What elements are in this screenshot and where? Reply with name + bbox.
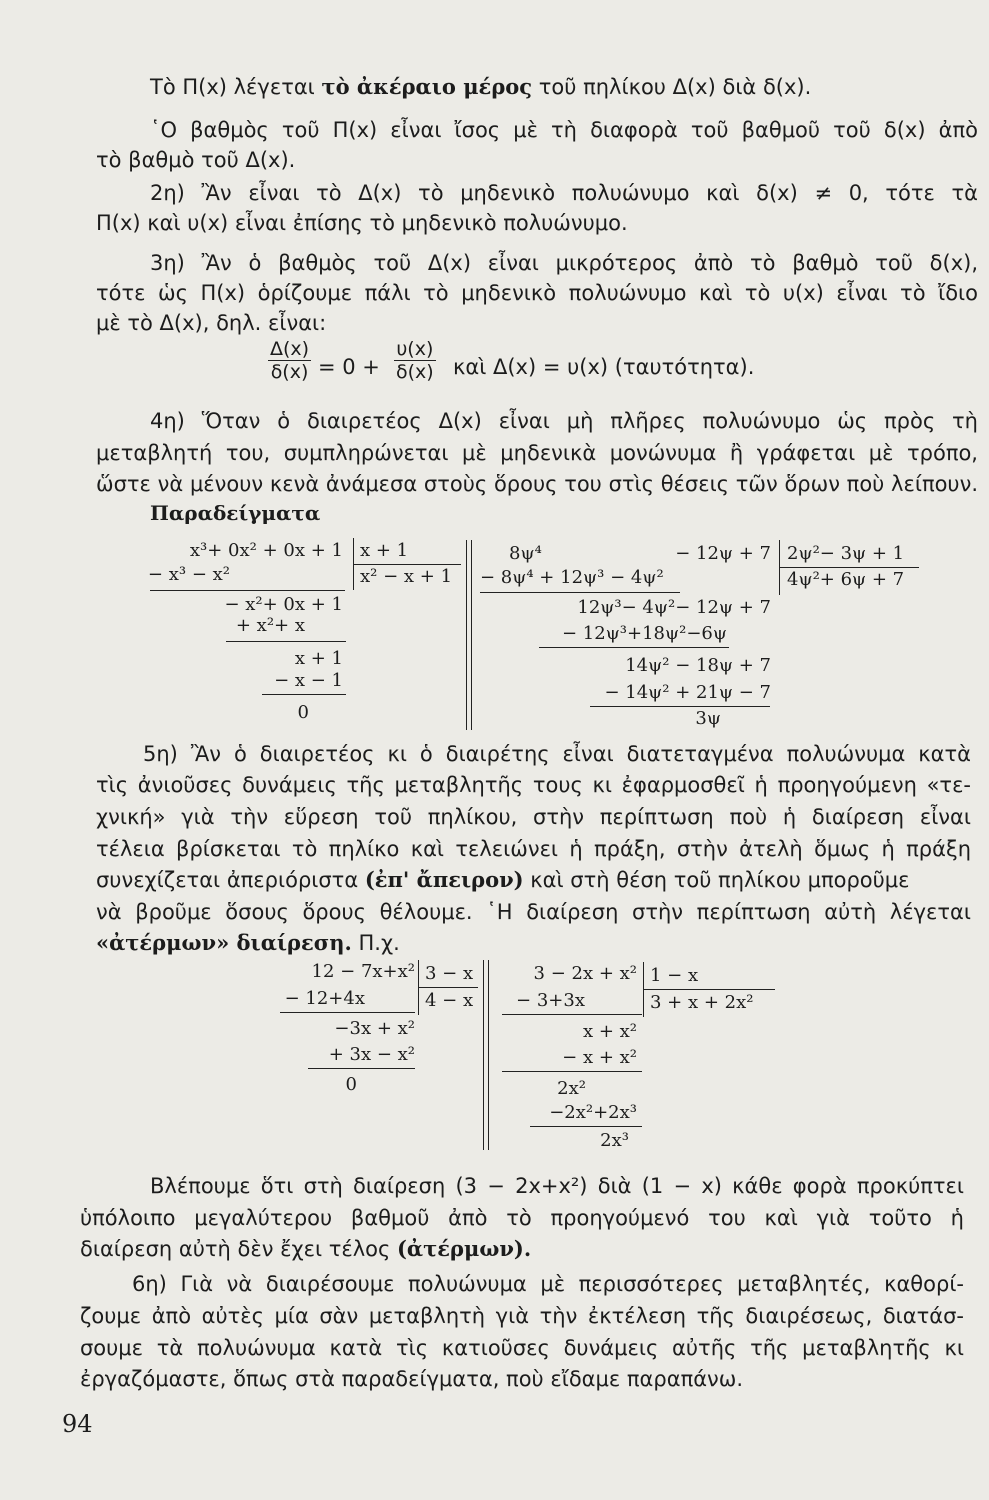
division-rule: [530, 1126, 642, 1127]
fraction: [394, 338, 436, 383]
division-row: − 12ψ + 7: [675, 543, 771, 564]
quotient: 3 + x + 2x²: [650, 992, 754, 1013]
quotient: x² − x + 1: [360, 566, 453, 587]
division-row: 14ψ² − 18ψ + 7: [625, 655, 771, 676]
text-line: [96, 867, 909, 893]
division-row: 3 − 2x + x²: [533, 963, 637, 984]
division-rule: [539, 647, 729, 648]
separator-line: [471, 540, 472, 730]
divisor: 3 − x: [425, 963, 474, 984]
text-line: σουμε τὰ πολυώνυμα κατὰ τὶς κατιοῦσες δυνάμεις αὐτῆς τῆς μεταβλητῆς κι: [80, 1336, 964, 1360]
fraction: [268, 338, 311, 383]
text-span: συνεχίζεται ἀπεριόριστα: [96, 868, 365, 892]
division-row: − x²+ 0x + 1: [224, 594, 343, 615]
text-line: 4η) Ὅταν ὁ διαιρετέος Δ(x) εἶναι μὴ πλῆρες πολυώνυμο ὡς πρὸς τὴ: [150, 409, 978, 433]
division-rule: [590, 706, 770, 707]
division-row: − x − 1: [274, 670, 343, 691]
division-rule: [262, 694, 346, 695]
quotient: 4ψ²+ 6ψ + 7: [787, 569, 905, 590]
text-span: διαίρεση αὐτὴ δὲν ἔχει τέλος: [80, 1237, 397, 1261]
division-row: + x²+ x: [235, 615, 305, 636]
formula-text: = 0 +: [318, 355, 380, 379]
divisor: 2ψ²− 3ψ + 1: [787, 543, 905, 564]
division-row: x³+ 0x² + 0x + 1: [189, 540, 343, 561]
text-line: 3η) Ἂν ὁ βαθμὸς τοῦ Δ(x) εἶναι μικρότερος ἀπὸ τὸ βαθμὸ τοῦ δ(x),: [150, 251, 978, 275]
bold-term: «ἀτέρμων» διαίρεση.: [96, 930, 352, 955]
division-rule: [779, 567, 919, 568]
division-row: 0: [297, 702, 309, 723]
text-line: τὶς ἀνιοῦσες δυνάμεις τῆς μεταβλητῆς τους κι ἐφαρμοσθεῖ ἡ προηγούμενη «τε-: [96, 773, 971, 797]
division-rule: [480, 592, 680, 593]
division-row: x + x²: [582, 1021, 637, 1042]
fraction-denominator: δ(x): [268, 360, 311, 383]
division-row: − x + x²: [562, 1047, 637, 1068]
division-row: − 3+3x: [516, 990, 585, 1011]
division-rule: [226, 641, 346, 642]
division-rule: [502, 1014, 642, 1015]
separator-line: [466, 540, 467, 730]
division-row: −2x²+2x³: [549, 1102, 637, 1123]
text-line: 6η) Γιὰ νὰ διαιρέσουμε πολυώνυμα μὲ περισσότερες μεταβλητές, καθορί-: [132, 1272, 964, 1296]
bold-term: (ἀτέρμων).: [397, 1236, 532, 1261]
text-span: τοῦ πηλίκου Δ(x) διὰ δ(x).: [532, 75, 812, 99]
text-line: τὸ βαθμὸ τοῦ Δ(x).: [96, 148, 296, 172]
division-row: −3x + x²: [334, 1018, 415, 1039]
text-line: ῾Ο βαθμὸς τοῦ Π(x) εἶναι ἴσος μὲ τὴ διαφορὰ τοῦ βαθμοῦ τοῦ δ(x) ἀπὸ: [150, 118, 978, 142]
division-row: 2x²: [557, 1078, 586, 1099]
text-line: μεταβλητή του, συμπληρώνεται μὲ μηδενικὰ μονώνυμα ἢ γράφεται μὲ τρόπο,: [96, 441, 978, 465]
divisor: 1 − x: [650, 965, 699, 986]
bold-term: (ἐπ' ἄπειρον): [364, 867, 524, 892]
text-line: τότε ὡς Π(x) ὁρίζουμε πάλι τὸ μηδενικὸ πολυώνυμο καὶ τὸ υ(x) εἶναι τὸ ἴδιο: [96, 281, 978, 305]
quotient: 4 − x: [425, 990, 474, 1011]
text-line: νὰ βροῦμε ὅσους ὅρους θέλουμε. ῾Η διαίρεση στὴν περίπτωση αὐτὴ λέγεται: [96, 900, 971, 924]
division-row: − x³ − x²: [147, 564, 230, 585]
division-row: 2x³: [600, 1130, 629, 1151]
division-row: − 12+4x: [284, 988, 365, 1009]
division-rule: [280, 1012, 415, 1013]
text-line: Π(x) καὶ υ(x) εἶναι ἐπίσης τὸ μηδενικὸ πολυώνυμο.: [96, 211, 628, 235]
division-row: 8ψ⁴: [509, 543, 542, 564]
text-line: [96, 930, 400, 956]
text-line: Βλέπουμε ὅτι στὴ διαίρεση (3 − 2x+x²) διὰ (1 − x) κάθε φορὰ προκύπτει: [150, 1174, 964, 1198]
text-span: Τὸ Π(x) λέγεται: [150, 75, 322, 99]
division-row: 12ψ³− 4ψ²− 12ψ + 7: [577, 597, 771, 618]
text-line: τέλεια βρίσκεται τὸ πηλίκο καὶ τελειώνει ἡ πράξη, στὴν ἀτελὴ ὅμως ἡ πράξη: [96, 837, 971, 861]
division-row: − 8ψ⁴ + 12ψ³ − 4ψ²: [480, 567, 664, 588]
division-rule: [502, 1071, 642, 1072]
division-row: 12 − 7x+x²: [311, 961, 415, 982]
division-row: − 12ψ³+18ψ²−6ψ: [561, 623, 727, 644]
text-line: ἐργαζόμαστε, ὅπως στὰ παραδείγματα, ποὺ εἴδαμε παραπάνω.: [80, 1367, 744, 1391]
fraction-numerator: Δ(x): [270, 338, 310, 360]
text-line: 2η) Ἂν εἶναι τὸ Δ(x) τὸ μηδενικὸ πολυώνυμο καὶ δ(x) ≠ 0, τότε τὰ: [150, 181, 978, 205]
division-row: x + 1: [294, 648, 343, 669]
division-row: − 14ψ² + 21ψ − 7: [604, 682, 771, 703]
section-heading: Παραδείγματα: [150, 501, 321, 525]
text-line: ζουμε ἀπὸ αὐτὲς μία σὰν μεταβλητὴ γιὰ τὴν ἐκτέλεση τῆς διαιρέσεως, διατάσ-: [80, 1304, 964, 1328]
text-line: μὲ τὸ Δ(x), δηλ. εἶναι:: [96, 311, 327, 335]
divisor: x + 1: [360, 540, 409, 561]
division-row: 3ψ: [695, 708, 721, 729]
text-line: χνική» γιὰ τὴν εὕρεση τοῦ πηλίκου, στὴν περίπτωση ποὺ ἡ διαίρεση εἶναι: [96, 805, 971, 829]
text-line: [80, 1236, 531, 1262]
separator-line: [488, 960, 489, 1150]
separator-line: [483, 960, 484, 1150]
division-row: + 3x − x²: [328, 1044, 415, 1065]
division-rule: [643, 989, 775, 990]
formula-text: καὶ Δ(x) = υ(x) (ταυτότητα).: [453, 355, 755, 379]
text-line: ὑπόλοιπο μεγαλύτερου βαθμοῦ ἀπὸ τὸ προηγούμενό του καὶ γιὰ τοῦτο ἡ: [80, 1206, 964, 1230]
page-number: 94: [62, 1410, 93, 1438]
division-row: 0: [345, 1074, 357, 1095]
text-span: Π.χ.: [351, 931, 400, 955]
text-span: καὶ στὴ θέση τοῦ πηλίκου μποροῦμε: [523, 868, 910, 892]
fraction-numerator: υ(x): [396, 338, 434, 360]
fraction-denominator: δ(x): [396, 361, 434, 383]
division-rule: [353, 564, 461, 565]
division-rule: [150, 590, 345, 591]
division-rule: [418, 987, 478, 988]
text-line: 5η) Ἂν ὁ διαιρετέος κι ὁ διαιρέτης εἶναι διατεταγμένα πολυώνυμα κατὰ: [143, 742, 971, 766]
text-line: ὥστε νὰ μένουν κενὰ ἀνάμεσα στοὺς ὅρους του στὶς θέσεις τῶν ὅρων ποὺ λείπουν.: [96, 472, 978, 496]
bold-term: τὸ ἀκέραιο μέρος: [321, 74, 533, 99]
division-rule: [308, 1068, 415, 1069]
text-line: [150, 74, 811, 100]
